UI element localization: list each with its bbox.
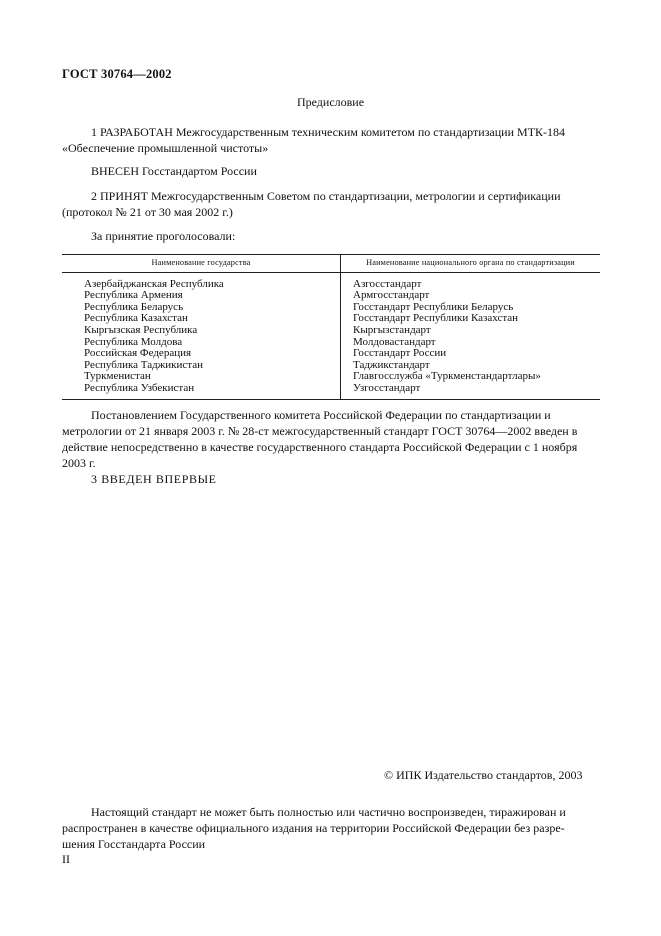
decree-line-3: действие непосредственно в качестве государственного стандарта Российской Федерации с 1 ноября bbox=[62, 440, 578, 454]
states-column bbox=[62, 272, 341, 399]
notice-line-1: Настоящий стандарт не может быть полностью или частично воспроизведен, тиражирован и bbox=[91, 805, 566, 819]
preface-title: Предисловие bbox=[296, 95, 365, 109]
column-header-body: Наименование национального органа по стандартизации bbox=[341, 255, 601, 273]
state-cell: Республика Беларусь bbox=[84, 300, 184, 313]
voting-table bbox=[62, 254, 600, 400]
table-header-row bbox=[62, 255, 600, 273]
section-3-introduced-first: 3 ВВЕДЕН ВПЕРВЫЕ bbox=[91, 472, 217, 486]
body-cell: Кыргызстандарт bbox=[353, 323, 431, 336]
state-cell: Кыргызская Республика bbox=[84, 323, 198, 336]
decree-line-1: Постановлением Государственного комитета Российской Федерации по стандартизации и bbox=[91, 408, 551, 422]
table-body-row bbox=[62, 272, 600, 399]
body-cell: Молдовастандарт bbox=[353, 335, 436, 348]
section-2-line-2: (протокол № 21 от 30 мая 2002 г.) bbox=[62, 205, 233, 219]
introduced-by: ВНЕСЕН Госстандартом России bbox=[91, 164, 257, 178]
notice-line-2: распространен в качестве официального издания на территории Российской Федерации без разре- bbox=[62, 821, 565, 835]
section-1-developed bbox=[62, 124, 599, 156]
body-cell: Армгосстандарт bbox=[353, 289, 430, 302]
body-cell: Госстандарт Республики Казахстан bbox=[353, 312, 519, 325]
page-number: II bbox=[62, 852, 70, 866]
section-2-line-1: 2 ПРИНЯТ Межгосударственным Советом по стандартизации, метрологии и сертификации bbox=[91, 189, 561, 203]
section-1-line-2: «Обеспечение промышленной чистоты» bbox=[62, 141, 269, 155]
column-header-state: Наименование государства bbox=[62, 255, 341, 273]
bodies-column bbox=[341, 272, 601, 399]
body-cell: Госстандарт Республики Беларусь bbox=[353, 300, 514, 313]
reproduction-notice bbox=[62, 804, 599, 852]
voted-intro: За принятие проголосовали: bbox=[91, 229, 236, 243]
body-cell: Главгосслужба «Туркменстандартлары» bbox=[353, 370, 541, 383]
body-cell: Госстандарт России bbox=[353, 347, 447, 360]
state-cell: Республика Армения bbox=[84, 289, 183, 302]
state-cell: Туркменистан bbox=[84, 370, 151, 383]
section-2-adopted bbox=[62, 188, 599, 220]
state-cell: Республика Таджикистан bbox=[84, 358, 203, 371]
state-cell: Азербайджанская Республика bbox=[84, 277, 224, 290]
decree-paragraph bbox=[62, 407, 599, 471]
body-cell: Таджикстандарт bbox=[353, 358, 430, 371]
notice-line-3: шения Госстандарта России bbox=[62, 837, 206, 851]
decree-line-2: метрологии от 21 января 2003 г. № 28-ст межгосударственный стандарт ГОСТ 30764—2002 введен в bbox=[62, 424, 578, 438]
state-cell: Республика Казахстан bbox=[84, 312, 188, 325]
section-1-line-1: 1 РАЗРАБОТАН Межгосударственным техническим комитетом по стандартизации МТК-184 bbox=[91, 125, 566, 139]
standard-id-header: ГОСТ 30764—2002 bbox=[62, 67, 172, 81]
state-cell: Российская Федерация bbox=[84, 347, 192, 360]
state-cell: Республика Молдова bbox=[84, 335, 183, 348]
body-cell: Азгосстандарт bbox=[353, 277, 422, 290]
body-cell: Узгосстандарт bbox=[353, 381, 421, 394]
decree-line-4: 2003 г. bbox=[62, 456, 96, 470]
copyright-line: © ИПК Издательство стандартов, 2003 bbox=[384, 768, 583, 782]
state-cell: Республика Узбекистан bbox=[84, 381, 195, 394]
